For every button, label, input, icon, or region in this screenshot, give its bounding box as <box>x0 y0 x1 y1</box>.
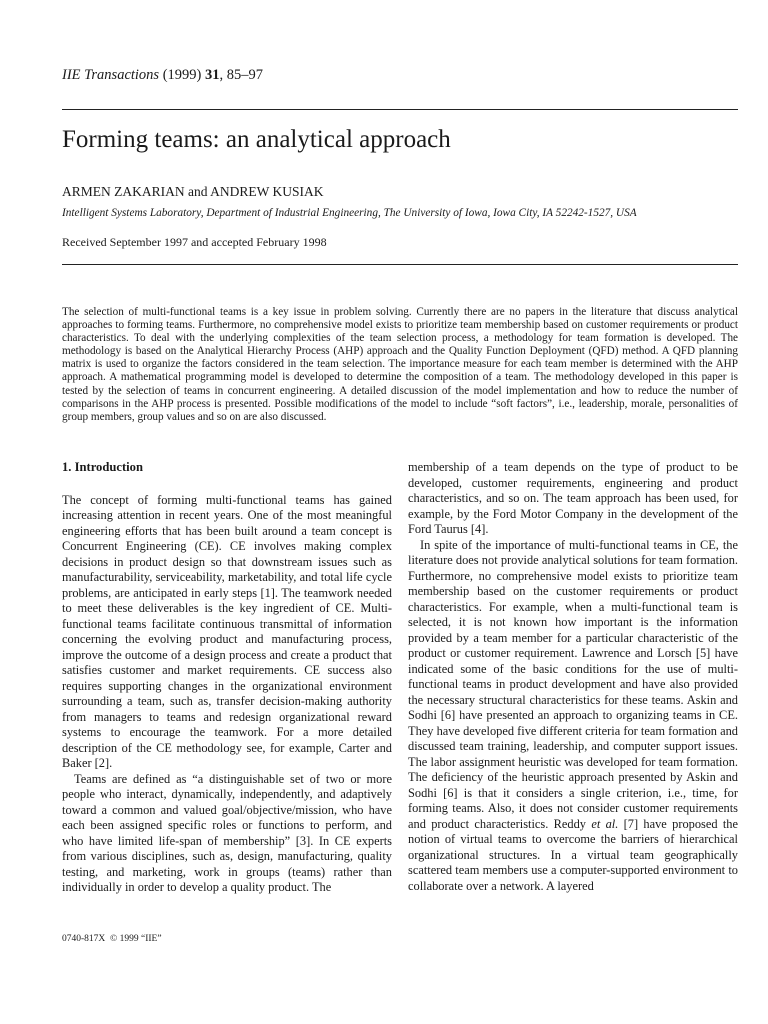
body-text: [7] have proposed the notion of virtual teams to overcome the barriers of hierarchical organizational structures. In a virtual team geographically scattered team members use a computer-supported environment to collaborate over a network. A layered <box>408 816 738 893</box>
body-paragraph: Teams are defined as “a distinguishable set of two or more people who interact, dynamically, independently, and adaptively toward a common and valued goal/objective/mission, who have each been assigned specific roles or functions to perform, and who have limited life-span of membership” [3]. In CE experts from various disciplines, such as, design, manufacturing, quality testing, and marketing, work in groups (teams) rather than individually in order to develop a quality product. The <box>62 771 392 894</box>
body-text: In spite of the importance of multi-functional teams in CE, the literature does not provide analytical solutions for team formation. Furthermore, no comprehensive model exists to prioritize team membership based on the customer requirements or product characteristics. For example, when a multi-functional team is selected, it is not known how important is the information provided by a team member for a particular characteristic of the product or customer requirement. Lawrence and Lorsch [5] have indicated some of the basic conditions for the use of multi-functional teams in product development and have also provided the necessary structural characteristics for these teams. Askin and Sodhi [6] have presented an approach to organizing teams in CE. They have developed five different criteria for team formation and discussed team training, leadership, and computer support issues. The labor assignment heuristic was developed for team formation. The deficiency of the heuristic approach presented by Askin and Sodhi [6] is that it considers a single criterion, i.e., time, for forming teams. Also, it does not consider customer requirements and product characteristics. Reddy <box>408 537 738 831</box>
journal-pages: , 85–97 <box>219 67 263 83</box>
paper-page <box>62 0 738 1024</box>
body-paragraph <box>408 538 738 895</box>
author-conjunction: and <box>184 184 211 199</box>
journal-citation <box>62 66 263 84</box>
body-text-italic: et al. <box>591 816 619 831</box>
received-dates: Received September 1997 and accepted February 1998 <box>62 235 327 249</box>
right-column <box>408 460 738 894</box>
section-heading: 1. Introduction <box>62 460 143 474</box>
journal-name: IIE Transactions <box>62 67 160 83</box>
top-divider <box>62 109 738 110</box>
copyright-footer: 0740-817X © 1999 “IIE” <box>62 934 162 944</box>
abstract: The selection of multi-functional teams is a key issue in problem solving. Currently there are no papers in the literature that discuss analytical approaches to forming teams. Furthermore, no comprehensive model exists to prioritize team membership based on customer requirements or product characteristics. To deal with the underlying complexities of the team selection process, a methodology for team formation is developed. The methodology is based on the Analytical Hierarchy Process (AHP) approach and the Quality Function Deployment (QFD) method. A QFD planning matrix is used to organize the factors considered in the team selection. The importance measure for each team member is determined with the AHP approach. A mathematical programming model is developed to determine the composition of a team. The methodology developed in this paper is tested by the selection of teams in concurrent engineering. A detailed discussion of the model implementation and how to reduce the number of comparisons in the AHP process is presented. Possible modifications of the model to include “soft factors”, i.e., leadership, morale, personalities of group members, group values and so on are also discussed. <box>62 306 738 423</box>
left-column <box>62 460 392 896</box>
affiliation: Intelligent Systems Laboratory, Department of Industrial Engineering, The University of Iowa, Iowa City, IA 52242-1527, USA <box>62 207 637 219</box>
author-line <box>62 183 324 201</box>
journal-volume: 31 <box>205 67 220 83</box>
body-paragraph: membership of a team depends on the type of product to be developed, customer requirements, engineering and product characteristics, and so on. The team approach has been used, for example, by the Ford Motor Company in the development of the Ford Taurus [4]. <box>408 460 738 536</box>
body-paragraph: The concept of forming multi-functional teams has gained increasing attention in recent years. One of the most meaningful engineering efforts that has been built around a team concept is Concurrent Engineering (CE). CE involves making complex decisions in product design so that downstream issues such as manufacturability, serviceability, marketability, and total life cycle problems, are anticipated in early steps [1]. The teamwork needed to meet these deliverables is the key ingredient of CE. Multi-functional teams facilitate continuous transmittal of information concerning the evolving product and manufacturing process, improve the outcome of a design process and create a product that satisfies customer and market requirements. CE success also requires supporting changes in the organizational environment surrounding a team, such as, transfer decision-making authority from managers to teams and redesign organizational reward systems to encourage the teamwork. For a more detailed description of the CE methodology see, for example, Carter and Baker [2]. <box>62 492 392 770</box>
journal-year: (1999) <box>162 67 202 83</box>
header-divider <box>62 264 738 265</box>
author-name: ARMEN ZAKARIAN <box>62 184 185 199</box>
author-name: ANDREW KUSIAK <box>210 184 324 199</box>
paper-title: Forming teams: an analytical approach <box>62 126 451 153</box>
